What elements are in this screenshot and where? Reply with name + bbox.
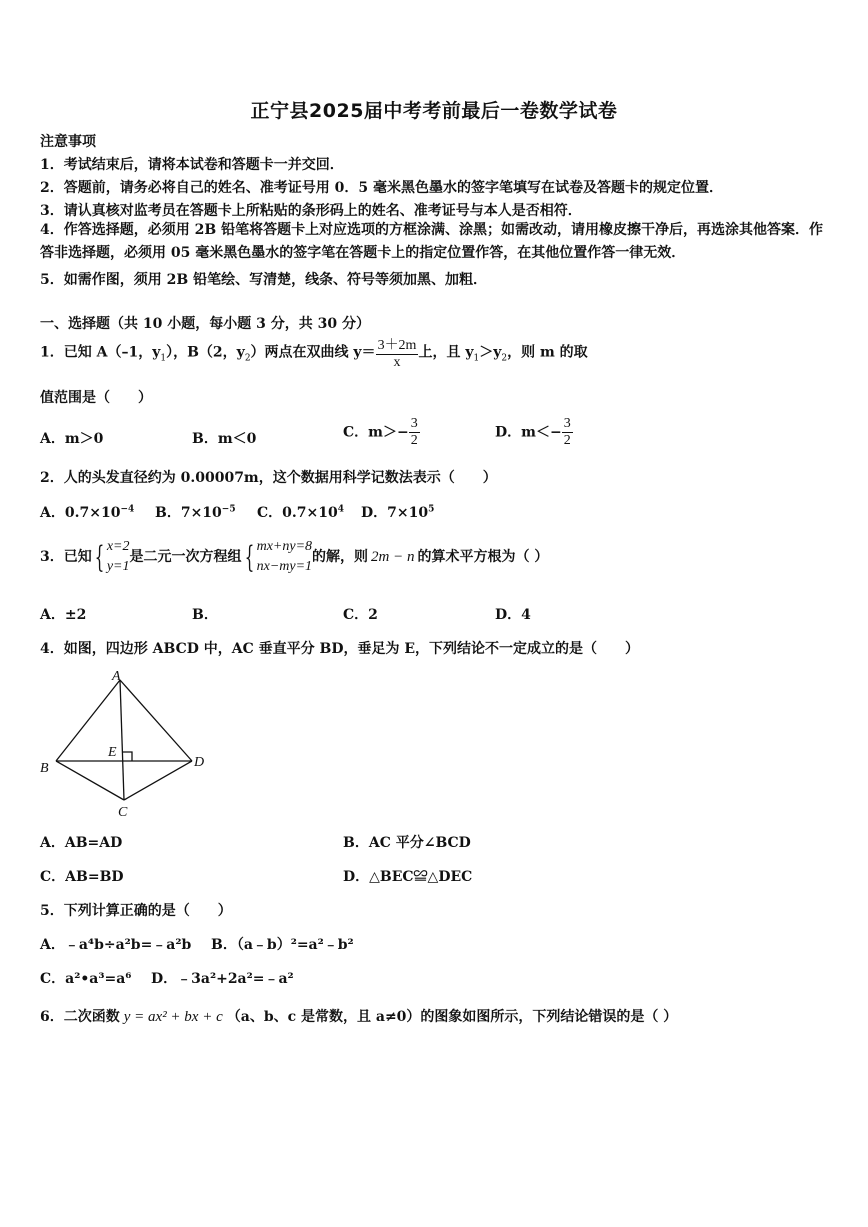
q3-option-c[interactable]: C．2	[343, 607, 378, 623]
q4-option-b[interactable]: B．AC 平分∠BCD	[343, 835, 471, 851]
label-d: D	[194, 755, 205, 770]
quadratic-formula: y = ax² + bx + c	[123, 1009, 223, 1025]
q5-option-d[interactable]: D．﹣3a²+2a²=﹣a²	[151, 971, 294, 987]
label-b: B	[40, 761, 49, 776]
notice-item-2: 2．答题前，请务必将自己的姓名、准考证号用 0．5 毫米黑色墨水的签字笔填写在试卷及答题卡的规定位置．	[40, 180, 723, 196]
section-heading: 一、选择题（共 10 小题，每小题 3 分，共 30 分）	[40, 316, 370, 332]
segment-ac	[120, 680, 124, 800]
left-brace-icon: {	[244, 539, 254, 575]
question-4-stem: 4．如图，四边形 ABCD 中，AC 垂直平分 BD，垂足为 E，下列结论不一定成立的是（ ）	[40, 641, 639, 657]
equation-system: mx+ny=8 nx−my=1	[256, 539, 313, 574]
q1-option-c[interactable]: C．m＞− $\frac{3}{2}$	[343, 416, 418, 448]
quadrilateral-diagram	[34, 666, 214, 822]
question-2-stem: 2．人的头发直径约为 0.00007m，这个数据用科学记数法表示（ ）	[40, 470, 497, 486]
page-title: 正宁县2025届中考考前最后一卷数学试卷	[250, 100, 618, 122]
solution-system: x=2 y=1	[106, 539, 130, 574]
notice-item-5: 5．如需作图，须用 2B 铅笔绘、写清楚，线条、符号等须加黑、加粗．	[40, 272, 488, 288]
notice-heading: 注意事项	[40, 134, 96, 150]
q2-option-c[interactable]: C．$0.7\times 10^4$	[257, 504, 344, 521]
q2-option-d[interactable]: D．$7\times 10^5$	[361, 504, 435, 521]
segment-bc	[56, 761, 124, 800]
segment-ad	[120, 680, 192, 761]
q1-option-d[interactable]: D．m＜− $\frac{3}{2}$	[495, 416, 571, 448]
q2-option-a[interactable]: A．$0.7\times 10^{-4}$	[40, 504, 135, 521]
q2-option-b[interactable]: B．$7\times 10^{-5}$	[155, 504, 236, 521]
q5-option-b[interactable]: B．（a﹣b）²=a²﹣b²	[211, 937, 354, 953]
question-5-stem: 5．下列计算正确的是（ ）	[40, 903, 232, 919]
notice-item-1: 1．考试结束后，请将本试卷和答题卡一并交回．	[40, 157, 344, 173]
left-brace-icon: {	[94, 539, 105, 575]
question-3-stem: 3．已知{ x=2 y=1 是二元一次方程组{ mx+ny=8 nx−my=1 的解，则 2m − n 的算术平方根为（ ）	[40, 537, 548, 577]
right-angle-mark	[123, 752, 132, 761]
question-1-stem: 1．已知 A（–1，$y_1$），B（2，$y_2$）两点在双曲线 y＝ $\frac{3+2m}{x}$ 上，且 $y_1>y_2$，则 m 的取	[40, 334, 588, 371]
label-a: A	[112, 669, 121, 684]
label-c: C	[118, 805, 128, 820]
q4-option-c[interactable]: C．AB=BD	[40, 869, 124, 885]
question-6-stem: 6．二次函数 y = ax² + bx + c （a、b、c 是常数，且 a≠0）的图象如图所示，下列结论错误的是（ ）	[40, 1009, 678, 1025]
q3-option-d[interactable]: D．4	[495, 607, 531, 623]
q4-option-d[interactable]: D．△BEC≌△DEC	[343, 869, 473, 885]
hyperbola-fraction: $\frac{3+2m}{x}$	[376, 334, 419, 371]
q1-option-a[interactable]: A．m＞0	[40, 431, 104, 447]
label-e: E	[108, 745, 117, 760]
q5-option-a[interactable]: A．﹣a⁴b÷a²b=﹣a²b	[40, 937, 192, 953]
segment-dc	[124, 761, 192, 800]
q3-option-b[interactable]: B．	[192, 607, 218, 623]
q5-option-c[interactable]: C．a²•a³=a⁶	[40, 971, 132, 987]
notice-item-3: 3．请认真核对监考员在答题卡上所粘贴的条形码上的姓名、准考证号与本人是否相符．	[40, 203, 582, 219]
q3-option-a[interactable]: A．±2	[40, 607, 87, 623]
q4-option-a[interactable]: A．AB=AD	[40, 835, 123, 851]
q1-option-b[interactable]: B．m＜0	[192, 431, 257, 447]
question-1-line-2: 值范围是（ ）	[40, 390, 152, 406]
notice-item-4: 4．作答选择题，必须用 2B 铅笔将答题卡上对应选项的方框涂满、涂黑；如需改动，请用橡皮擦干净后，再选涂其他答案．作答非选择题，必须用 05 毫米黑色墨水的签字笔在答题卡上的指定位置作答，在其他位置作答一律无效．	[40, 222, 824, 261]
